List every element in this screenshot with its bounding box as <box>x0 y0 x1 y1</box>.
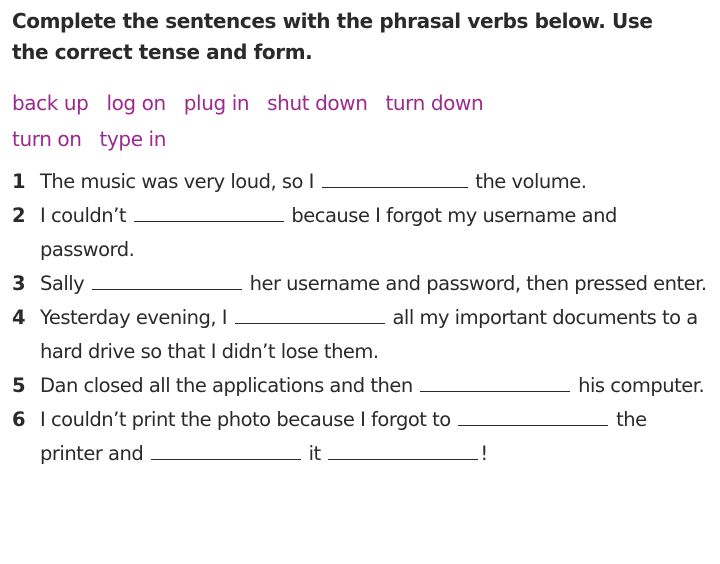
item-number: 5 <box>12 374 26 397</box>
item-text: Sally <box>40 272 85 295</box>
word-type-in: type in <box>99 127 166 151</box>
exercise-item-6 <box>12 403 708 471</box>
item-number: 6 <box>12 408 26 431</box>
item-number: 2 <box>12 204 26 227</box>
answer-blank[interactable] <box>328 437 478 460</box>
exercise-item-1 <box>12 165 708 199</box>
item-number: 4 <box>12 306 26 329</box>
exercise-list <box>12 165 712 471</box>
exercise-item-3 <box>12 267 708 301</box>
word-log-on: log on <box>106 91 166 115</box>
item-text: it <box>308 442 321 465</box>
word-turn-on: turn on <box>12 127 82 151</box>
word-plug-in: plug in <box>183 91 250 115</box>
answer-blank[interactable] <box>151 437 301 460</box>
item-text: all my important documents to a hard drive so that I didn’t lose them. <box>40 306 698 363</box>
item-text: the printer and <box>40 408 647 465</box>
exercise-item-2 <box>12 199 708 267</box>
item-text: the volume. <box>475 170 587 193</box>
answer-blank[interactable] <box>458 403 608 426</box>
answer-blank[interactable] <box>322 165 468 188</box>
item-number: 3 <box>12 272 26 295</box>
item-text: his computer. <box>578 374 705 397</box>
word-back-up: back up <box>12 91 89 115</box>
answer-blank[interactable] <box>134 199 284 222</box>
answer-blank[interactable] <box>235 301 385 324</box>
word-turn-down: turn down <box>385 91 484 115</box>
item-text: ! <box>480 442 488 465</box>
item-text: because I forgot my username and password. <box>40 204 617 261</box>
exercise-item-5 <box>12 369 708 403</box>
item-text: I couldn’t print the photo because I forgot to <box>40 408 451 431</box>
item-text: Yesterday evening, I <box>40 306 228 329</box>
item-text: I couldn’t <box>40 204 126 227</box>
exercise-page <box>12 6 712 471</box>
item-number: 1 <box>12 170 26 193</box>
instructions: Complete the sentences with the phrasal verbs below. Use the correct tense and form. <box>12 9 653 64</box>
word-bank <box>12 85 512 157</box>
word-shut-down: shut down <box>267 91 368 115</box>
answer-blank[interactable] <box>420 369 570 392</box>
exercise-item-4 <box>12 301 708 369</box>
answer-blank[interactable] <box>92 267 242 290</box>
item-text: her username and password, then pressed enter. <box>249 272 707 295</box>
item-text: The music was very loud, so I <box>40 170 314 193</box>
item-text: Dan closed all the applications and then <box>40 374 413 397</box>
